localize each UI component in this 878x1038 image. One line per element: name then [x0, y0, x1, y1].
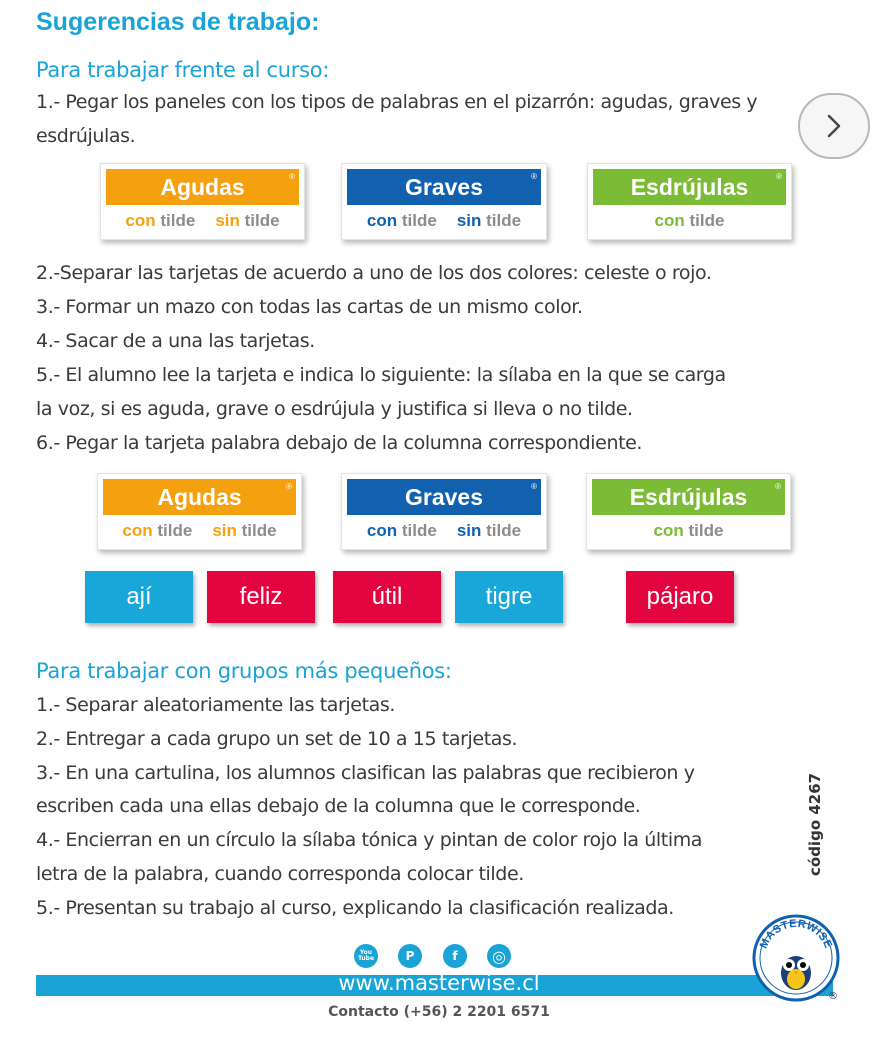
- step-line: 5.- Presentan su trabajo al curso, explicando la clasificación realizada.: [36, 897, 674, 919]
- panel-subtitle: con tilde: [654, 211, 725, 230]
- page-title: Sugerencias de trabajo:: [36, 8, 320, 36]
- contact-phone: Contacto (+56) 2 2201 6571: [328, 1004, 550, 1020]
- panel-subtitle: con tilde: [653, 521, 724, 540]
- step-line: la voz, si es aguda, grave o esdrújula y justifica si lleva o no tilde.: [36, 398, 633, 420]
- step-line: 2.- Entregar a cada grupo un set de 10 a 15 tarjetas.: [36, 728, 518, 750]
- word-card: útil: [333, 571, 441, 623]
- panel-graves: [341, 163, 547, 240]
- panel-title: Graves ®: [347, 169, 541, 205]
- chevron-right-icon: [823, 113, 845, 139]
- svg-text:MASTERWISE: MASTERWISE: [757, 917, 835, 951]
- next-page-button[interactable]: [798, 93, 870, 159]
- step-line: 3.- Formar un mazo con todas las cartas de un mismo color.: [36, 296, 583, 318]
- registered-mark: ®: [828, 991, 838, 1002]
- step-line: 4.- Encierran en un círculo la sílaba tónica y pintan de color rojo la última: [36, 829, 703, 851]
- panel-esdrujulas: [586, 473, 791, 550]
- facebook-icon[interactable]: f: [443, 944, 467, 968]
- word-card: tigre: [455, 571, 563, 623]
- step-line: 4.- Sacar de a una las tarjetas.: [36, 330, 315, 352]
- product-code: código 4267: [806, 772, 824, 876]
- panel-subtitle: con tilde sin tilde: [122, 521, 277, 540]
- panel-graves: [341, 473, 547, 550]
- step-line: esdrújulas.: [36, 125, 136, 147]
- masterwise-logo: [751, 913, 841, 1003]
- step-line: 1.- Separar aleatoriamente las tarjetas.: [36, 694, 396, 716]
- step-line: 5.- El alumno lee la tarjeta e indica lo siguiente: la sílaba en la que se carga: [36, 364, 726, 386]
- panel-title: Agudas ®: [103, 479, 296, 515]
- panel-agudas: [100, 163, 305, 240]
- panel-title: Esdrújulas ®: [593, 169, 786, 205]
- panel-subtitle: con tilde sin tilde: [366, 211, 522, 230]
- section-heading-frente-al-curso: Para trabajar frente al curso:: [36, 58, 330, 82]
- instagram-icon[interactable]: ◎: [487, 944, 511, 968]
- word-card: feliz: [207, 571, 315, 623]
- pinterest-icon[interactable]: P: [398, 944, 422, 968]
- step-line: escriben cada una ellas debajo de la columna que le corresponde.: [36, 795, 641, 817]
- section-heading-grupos-pequenos: Para trabajar con grupos más pequeños:: [36, 659, 452, 683]
- step-line: letra de la palabra, cuando corresponda colocar tilde.: [36, 863, 524, 885]
- youtube-icon[interactable]: You Tube: [354, 944, 378, 968]
- step-line: 2.-Separar las tarjetas de acuerdo a uno de los dos colores: celeste o rojo.: [36, 262, 712, 284]
- website-link[interactable]: www.masterwise.cl: [338, 971, 540, 995]
- word-card: pájaro: [626, 571, 734, 623]
- panel-title: Graves ®: [347, 479, 541, 515]
- step-line: 3.- En una cartulina, los alumnos clasifican las palabras que recibieron y: [36, 762, 695, 784]
- panel-agudas: [97, 473, 302, 550]
- step-line: 6.- Pegar la tarjeta palabra debajo de la columna correspondiente.: [36, 432, 643, 454]
- word-card: ají: [85, 571, 193, 623]
- panel-title: Agudas ®: [106, 169, 299, 205]
- panel-subtitle: con tilde sin tilde: [125, 211, 280, 230]
- step-line: 1.- Pegar los paneles con los tipos de palabras en el pizarrón: agudas, graves y: [36, 91, 758, 113]
- panel-subtitle: con tilde sin tilde: [366, 521, 522, 540]
- panel-esdrujulas: [587, 163, 792, 240]
- panel-title: Esdrújulas ®: [592, 479, 785, 515]
